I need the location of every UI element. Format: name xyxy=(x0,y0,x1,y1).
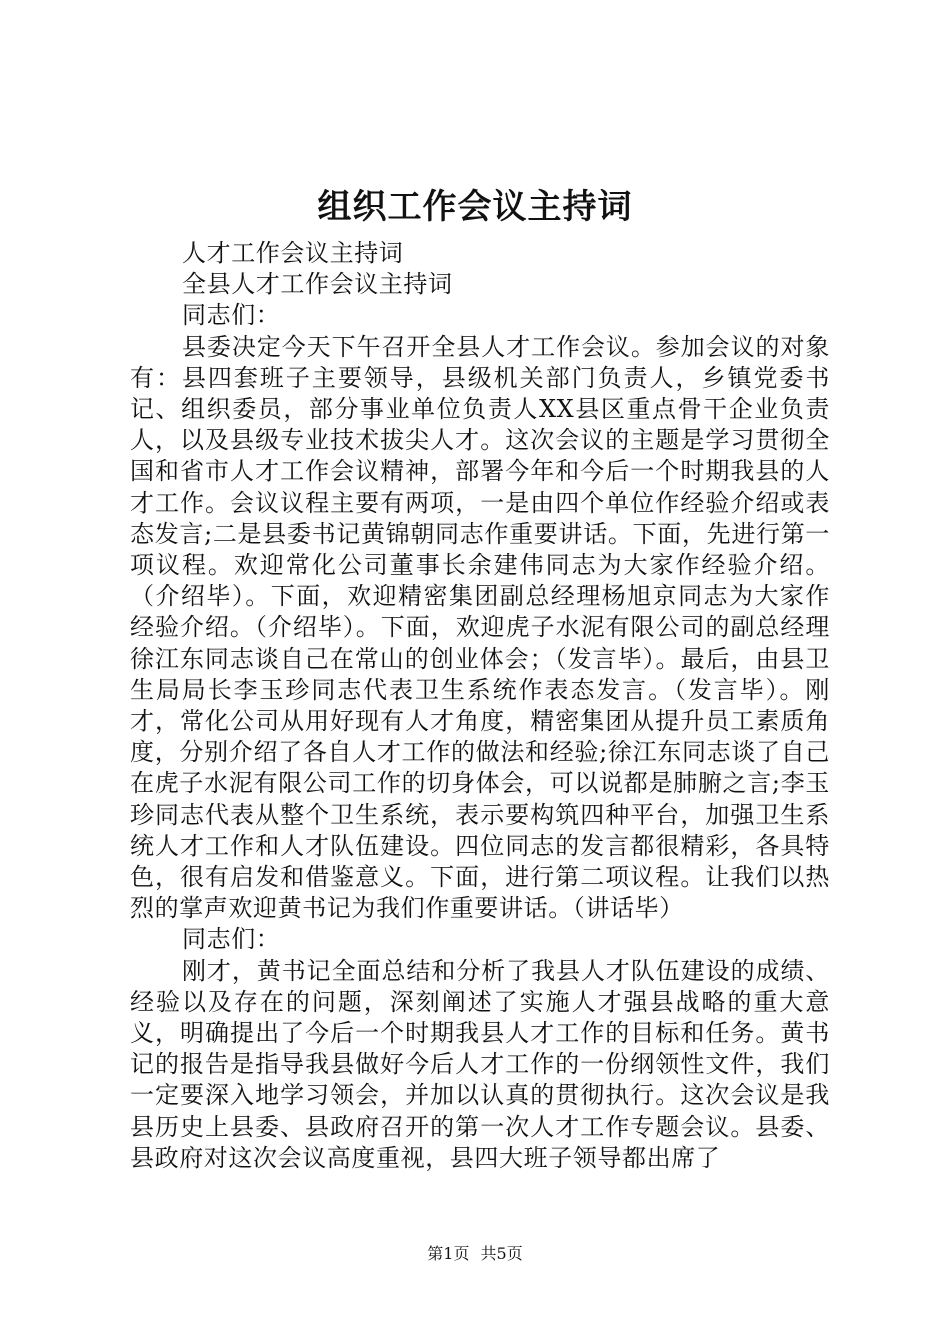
body-paragraph: 刚才，黄书记全面总结和分析了我县人才队伍建设的成绩、经验以及存在的问题，深刻阐述了实施人才强县战略的重大意义，明确提出了今后一个时期我县人才工作的目标和任务。黄书记的报告是指导我县做好今后人才工作的一份纲领性文件，我们一定要深入地学习领会，并加以认真的贯彻执行。这次会议是我县历史上县委、县政府召开的第一次人才工作专题会议。县委、县政府对这次会议高度重视，县四大班子领导都出席了 xyxy=(130,956,830,1172)
document-body xyxy=(130,238,830,1174)
subtitle-paragraph: 人才工作会议主持词 xyxy=(182,239,404,267)
page-total: 共5页 xyxy=(480,1244,523,1263)
salutation-paragraph: 同志们： xyxy=(182,301,281,330)
document-title: 组织工作会议主持词 xyxy=(317,187,633,227)
salutation-paragraph: 同志们： xyxy=(182,925,281,954)
page-footer xyxy=(0,1242,950,1266)
body-paragraph: 县委决定今天下午召开全县人才工作会议。参加会议的对象有：县四套班子主要领导，县级机关部门负责人，乡镇党委书记、组织委员，部分事业单位负责人XX县区重点骨干企业负责人，以及县级专业技术拔尖人才。这次会议的主题是学习贯彻全国和省市人才工作会议精神，部署今年和今后一个时期我县的人才工作。会议议程主要有两项，一是由四个单位作经验介绍或表态发言;二是县委书记黄锦朝同志作重要讲话。下面，先进行第一项议程。欢迎常化公司董事长余建伟同志为大家作经验介绍。（介绍毕）。下面，欢迎精密集团副总经理杨旭京同志为大家作经验介绍。（介绍毕）。下面，欢迎虎子水泥有限公司的副总经理徐江东同志谈自己在常山的创业体会；（发言毕）。最后，由县卫生局局长李玉珍同志代表卫生系统作表态发言。（发言毕）。刚才，常化公司从用好现有人才角度，精密集团从提升员工素质角度，分别介绍了各自人才工作的做法和经验;徐江东同志谈了自己在虎子水泥有限公司工作的切身体会，可以说都是肺腑之言;李玉珍同志代表从整个卫生系统，表示要构筑四种平台，加强卫生系统人才工作和人才队伍建设。四位同志的发言都很精彩，各具特色，很有启发和借鉴意义。下面，进行第二项议程。让我们以热烈的掌声欢迎黄书记为我们作重要讲话。（讲话毕） xyxy=(130,332,830,923)
page-number: 第1页 xyxy=(427,1244,470,1263)
subtitle-paragraph: 全县人才工作会议主持词 xyxy=(182,270,453,299)
